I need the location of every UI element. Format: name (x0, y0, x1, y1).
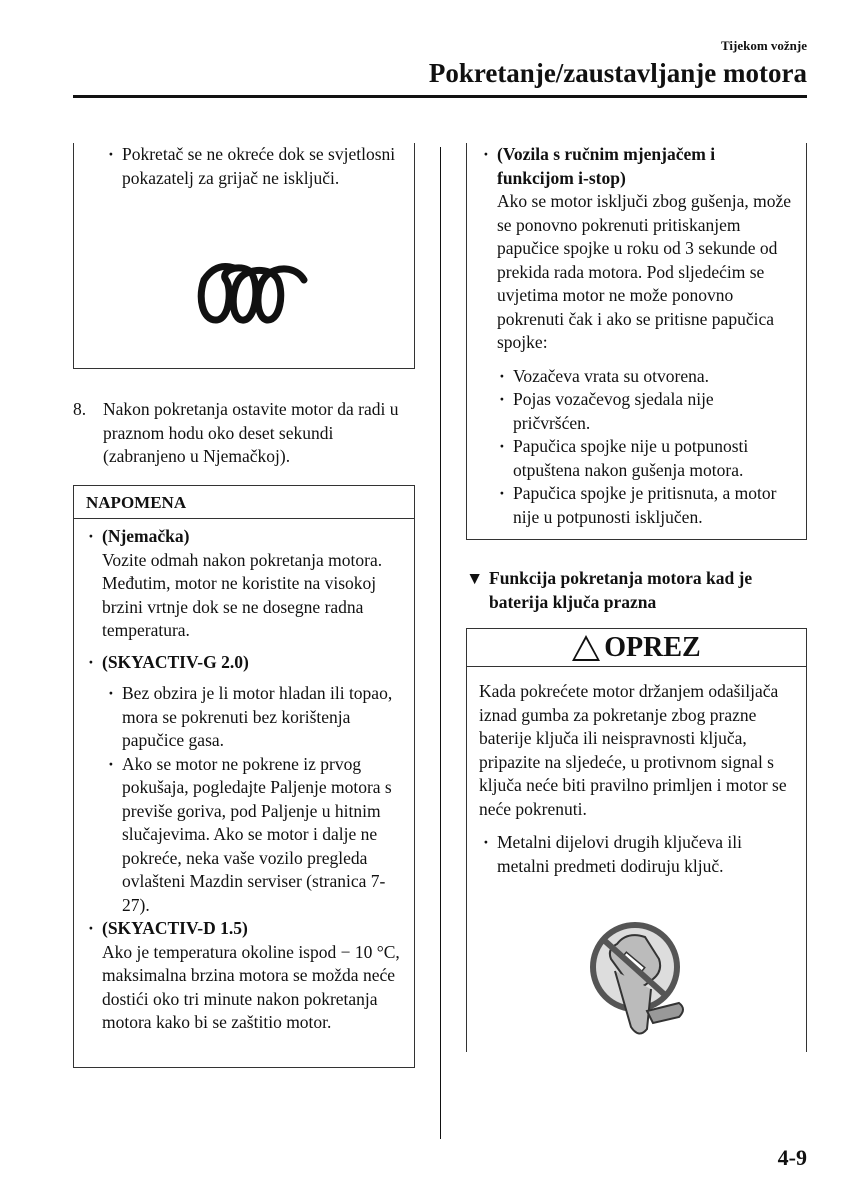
subsection-heading (466, 567, 806, 614)
manual-box-text: Ako se motor isključi zbog gušenja, može se ponovno pokrenuti pritiskanjem papučice spojke u roku od 3 sekunde od prekida rada motora. Pod sljedećim se uvjetima motor ne može ponovno pokrenuti čak i ako se pritisne papučica spojke: (497, 191, 792, 352)
note-d15-title: · (SKYACTIV-D 1.5) (88, 917, 406, 941)
manual-box-title: · (Vozila s ručnim mjenjačem i funkcijom i-stop) (483, 143, 795, 190)
glow-plug-box (73, 143, 415, 369)
caution-bullet: · Metalni dijelovi drugih ključeva ili metalni predmeti dodiruju ključ. (483, 831, 797, 878)
manual-transmission-box (466, 143, 807, 540)
manual-box-bullet-1: · Vozačeva vrata su otvorena. (499, 365, 795, 389)
caution-header (467, 629, 806, 667)
note-g20-bullet-1: · Bez obzira je li motor hladan ili topao, mora se pokrenuti bez korištenja papučice gasa. (108, 682, 406, 753)
note-heading: NAPOMENA (86, 493, 187, 512)
prohibited-key-near-metal-icon (587, 919, 697, 1044)
step-8 (73, 398, 413, 469)
subsection-title: Funkcija pokretanja motora kad je baterija ključa prazna (489, 568, 753, 612)
warning-triangle-icon: ! (572, 635, 600, 661)
note-box (73, 485, 415, 1068)
triangle-down-icon: ▼ (466, 568, 484, 588)
manual-box-bullet-4: · Papučica spojke je pritisnuta, a motor nije u potpunosti isključen. (499, 482, 795, 529)
caution-heading: OPREZ (604, 631, 701, 663)
manual-box-bullet-3: · Papučica spojke nije u potpunosti otpuštena nakon gušenja motora. (499, 435, 795, 482)
manual-box-bullet-2: · Pojas vozačevog sjedala nije pričvršćen. (499, 388, 795, 435)
note-d15-text: Ako je temperatura okoline ispod − 10 °C, maksimalna brzina motora se možda neće dostići oko tri minute nakon pokretanja motora kako bi se zaštitio motor. (102, 941, 400, 1032)
note-g20-bullet-2: · Ako se motor ne pokrene iz prvog pokušaja, pogledajte Paljenje motora s previše goriva, pod Paljenje u hitnim slučajevima. Ako se motor i dalje ne pokreće, neka vaše vozilo pregleda ovlašteni Mazdin serviser (stranica 7-27). (108, 753, 406, 918)
note-germany-title: · (Njemačka) (88, 525, 406, 549)
note-germany-text: Vozite odmah nakon pokretanja motora. Međutim, motor ne koristite na visokoj brzini vrtnje dok se ne dosegne radna temperatura. (102, 549, 383, 640)
column-divider (440, 147, 441, 1139)
glow-plug-indicator-icon (196, 258, 316, 328)
glow-plug-bullet: · Pokretač se ne okreće dok se svjetlosni pokazatelj za grijač ne isključi. (108, 143, 412, 190)
caution-text: Kada pokrećete motor držanjem odašiljača iznad gumba za pokretanje zbog prazne baterije ključa ili neispravnosti ključa, pripazite na sljedeće, u protivnom signal s ključa neće biti pravilno primljen i motor se neće pokrenuti. (479, 681, 787, 819)
header-rule (73, 95, 807, 98)
caution-box (466, 628, 807, 1052)
step-number: 8. (73, 399, 87, 419)
note-g20-title: · (SKYACTIV-G 2.0) (88, 651, 406, 675)
page-title: Pokretanje/zaustavljanje motora (428, 58, 807, 88)
step-text: Nakon pokretanja ostavite motor da radi u praznom hodu oko deset sekundi (zabranjeno u Njemačkoj). (103, 399, 399, 466)
section-label: Tijekom vožnje (720, 38, 807, 53)
page-number: 4-9 (777, 1145, 807, 1170)
